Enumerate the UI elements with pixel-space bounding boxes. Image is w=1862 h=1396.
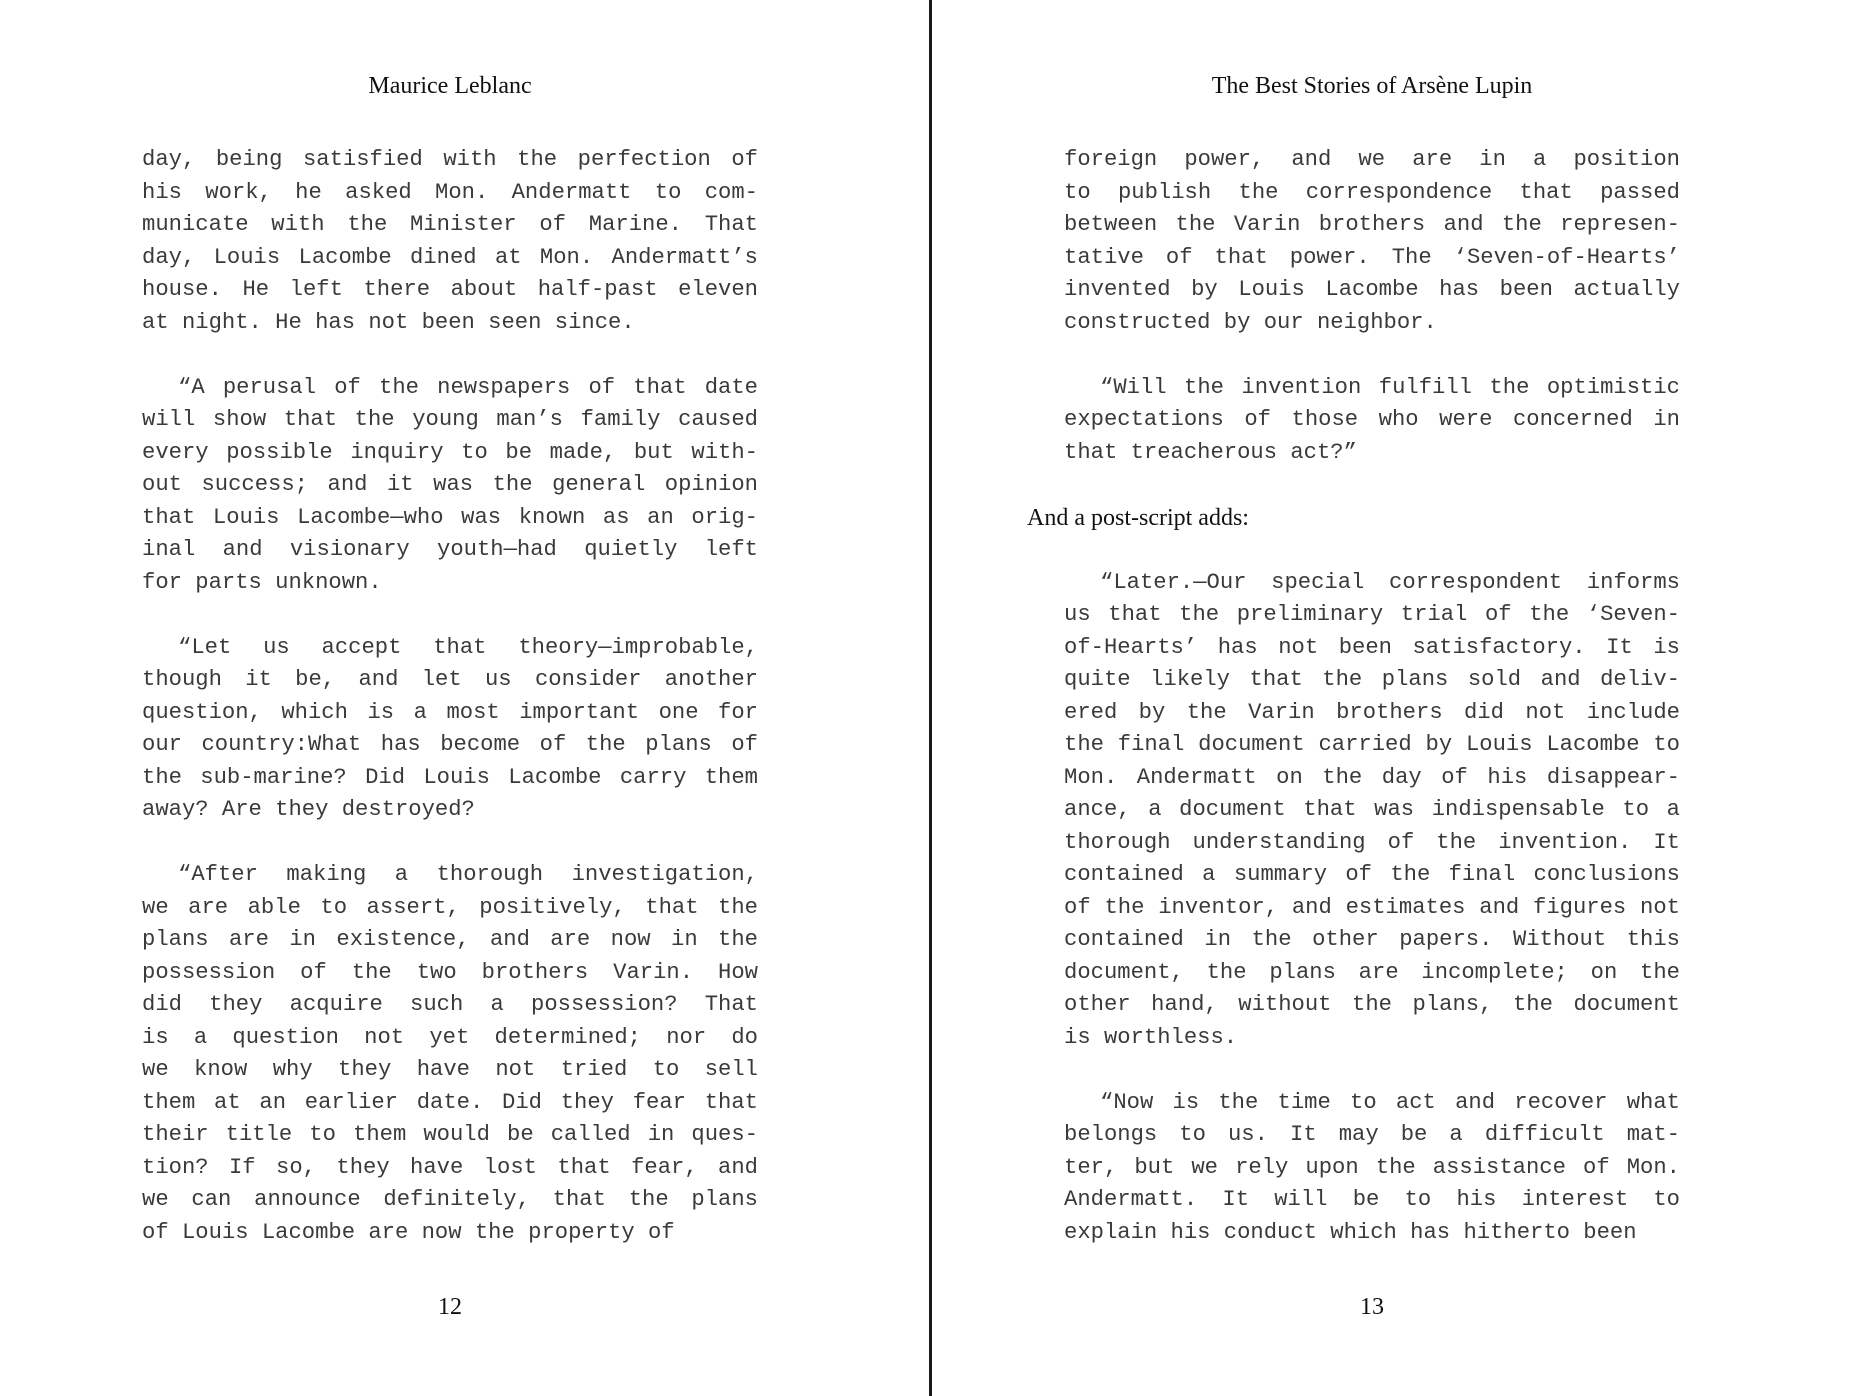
postscript-block	[1064, 534, 1680, 1249]
text-line: “Will the invention fulfill the optimistic	[1100, 374, 1680, 400]
text-line: day, Louis Lacombe dined at Mon. Andermatt’s	[142, 244, 758, 270]
running-head-title: The Best Stories of Arsène Lupin	[1211, 73, 1533, 99]
text-line: our country:What has become of the plans of	[142, 732, 758, 757]
paragraph	[142, 144, 758, 339]
text-line: Andermatt. It will be to his interest to	[1064, 1187, 1680, 1212]
paragraph	[142, 632, 758, 827]
text-line: of the inventor, and estimates and figures not	[1064, 894, 1680, 920]
text-line: possession of the two brothers Varin. How	[142, 959, 758, 985]
running-head-author: Maurice Leblanc	[368, 73, 532, 99]
text-line: day, being satisfied with the perfection of	[142, 147, 758, 172]
text-line: ance, a document that was indispensable to a	[1064, 797, 1680, 822]
text-line: for parts unknown.	[142, 569, 382, 595]
page-number: 13	[1360, 1294, 1384, 1320]
text-line: other hand, without the plans, the document	[1064, 992, 1680, 1017]
text-line: tion? If so, they have lost that fear, and	[142, 1154, 758, 1180]
text-line: that treacherous act?”	[1064, 439, 1357, 465]
text-line: quite likely that the plans sold and deliv-	[1064, 667, 1680, 692]
text-line: inal and visionary youth—had quietly left	[142, 537, 758, 562]
text-line: thorough understanding of the invention. It	[1064, 829, 1680, 855]
text-line: “After making a thorough investigation,	[178, 862, 758, 887]
text-line: out success; and it was the general opinion	[142, 472, 758, 497]
text-line: contained a summary of the final conclusions	[1064, 862, 1680, 887]
text-line: every possible inquiry to be made, but with-	[142, 439, 758, 465]
text-line: explain his conduct which has hitherto been	[1064, 1219, 1637, 1245]
paragraph-gap	[1064, 339, 1680, 372]
text-line: “Let us accept that theory—improbable,	[178, 634, 758, 660]
right-page	[932, 0, 1862, 1396]
text-line: did they acquire such a possession? That	[142, 992, 758, 1017]
text-line: that Louis Lacombe—who was known as an orig-	[142, 504, 758, 530]
text-line: the sub-marine? Did Louis Lacombe carry them	[142, 764, 758, 790]
text-line: Mon. Andermatt on the day of his disappear-	[1064, 764, 1680, 790]
paragraph	[142, 372, 758, 600]
text-line: “Later.—Our special correspondent informs	[1100, 569, 1680, 595]
page-number: 12	[438, 1294, 462, 1320]
text-line: we are able to assert, positively, that the	[142, 894, 758, 920]
text-line: constructed by our neighbor.	[1064, 309, 1437, 335]
text-line: away? Are they destroyed?	[142, 797, 475, 822]
text-line: though it be, and let us consider another	[142, 667, 758, 692]
paragraph-gap	[1064, 534, 1680, 567]
text-line: of-Hearts’ has not been satisfactory. It is	[1064, 634, 1680, 660]
text-line: at night. He has not been seen since.	[142, 309, 635, 335]
paragraph-gap	[142, 599, 758, 632]
text-line: them at an earlier date. Did they fear that	[142, 1089, 758, 1115]
postscript-intro: And a post-script adds:	[1027, 504, 1249, 531]
text-line: “Now is the time to act and recover what	[1100, 1089, 1680, 1115]
text-line: to publish the correspondence that passed	[1064, 179, 1680, 205]
text-line: the final document carried by Louis Lacombe to	[1064, 732, 1680, 757]
text-line: his work, he asked Mon. Andermatt to com-	[142, 179, 758, 205]
text-line: tative of that power. The ‘Seven-of-Hearts’	[1064, 244, 1680, 270]
text-line: we know why they have not tried to sell	[142, 1057, 758, 1082]
paragraph-gap	[1064, 469, 1680, 502]
paragraph	[1064, 1087, 1680, 1250]
paragraph	[1064, 144, 1680, 339]
text-line: ter, but we rely upon the assistance of Mon.	[1064, 1154, 1680, 1180]
paragraph-gap	[142, 339, 758, 372]
text-line: question, which is a most important one for	[142, 699, 758, 725]
text-line: their title to them would be called in ques-	[142, 1122, 758, 1147]
paragraph	[1064, 567, 1680, 1055]
text-line: is a question not yet determined; nor do	[142, 1024, 758, 1050]
text-line: plans are in existence, and are now in the	[142, 927, 758, 952]
text-line: foreign power, and we are in a position	[1064, 147, 1680, 172]
text-line: ered by the Varin brothers did not include	[1064, 699, 1680, 725]
paragraph-gap	[1064, 1054, 1680, 1087]
text-line: invented by Louis Lacombe has been actually	[1064, 277, 1680, 302]
left-page-body	[142, 144, 758, 1249]
text-line: is worthless.	[1064, 1024, 1238, 1050]
text-line: us that the preliminary trial of the ‘Seven-	[1064, 602, 1680, 627]
text-line: we can announce definitely, that the plans	[142, 1187, 758, 1212]
paragraph	[142, 859, 758, 1249]
text-line: municate with the Minister of Marine. That	[142, 212, 758, 237]
text-line: house. He left there about half-past eleven	[142, 277, 758, 302]
text-line: contained in the other papers. Without this	[1064, 927, 1680, 952]
text-line: “A perusal of the newspapers of that date	[178, 374, 758, 400]
text-line: expectations of those who were concerned in	[1064, 407, 1680, 432]
left-page	[0, 0, 930, 1396]
paragraph	[1064, 372, 1680, 470]
text-line: of Louis Lacombe are now the property of	[142, 1219, 675, 1245]
text-line: will show that the young man’s family caused	[142, 407, 758, 432]
text-line: belongs to us. It may be a difficult mat-	[1064, 1122, 1680, 1147]
text-line: between the Varin brothers and the represen-	[1064, 212, 1680, 237]
text-line: document, the plans are incomplete; on the	[1064, 959, 1680, 985]
paragraph-gap	[142, 827, 758, 860]
right-page-body	[1027, 144, 1680, 1249]
